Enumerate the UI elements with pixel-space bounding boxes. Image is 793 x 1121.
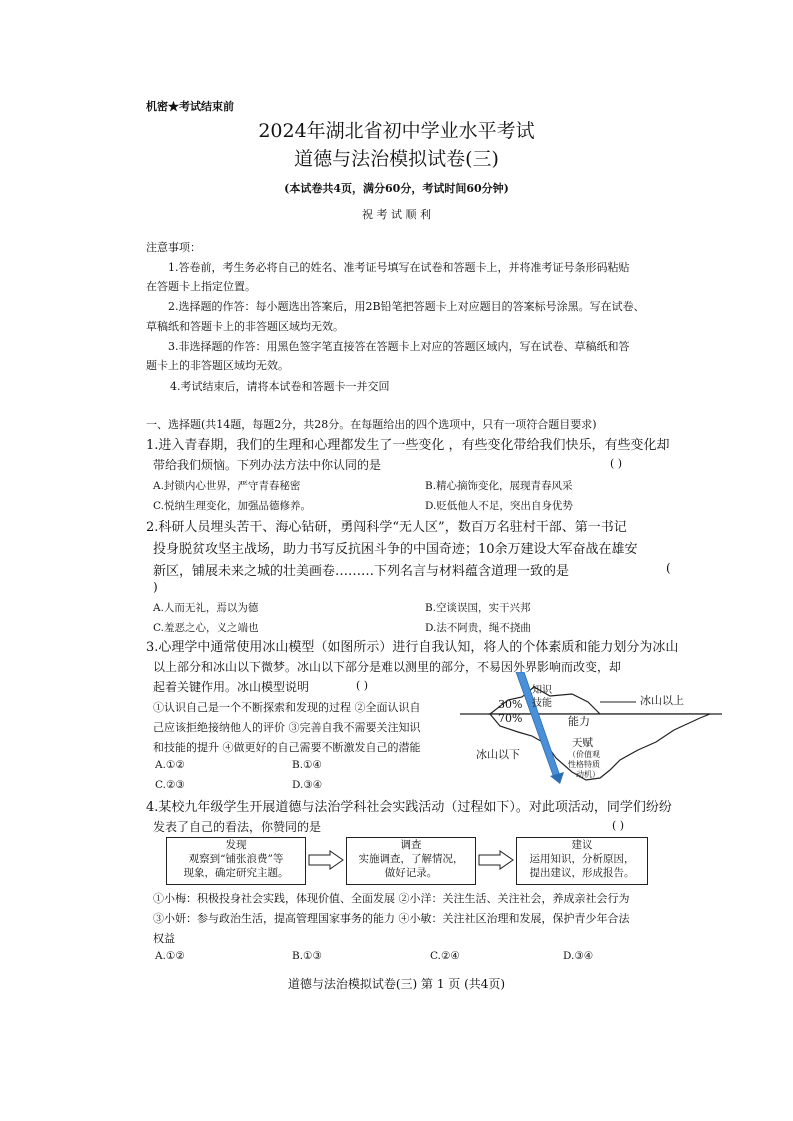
q1-stem-cont: 带给我们烦恼。下列办法方法中你认同的是: [153, 458, 382, 472]
q2-stem-cont-1: 投身脱贫攻坚主战场，助力书写反抗困斗争的中国奇迹；10余万建设大军奋战在雄安: [153, 542, 638, 557]
q3-option-d: D.③④: [292, 779, 323, 791]
label-values-3: 动机）: [576, 770, 600, 779]
iceberg-bottom: [490, 714, 710, 780]
q2-stem-cont-2: 新区，铺展未来之城的壮美画卷………下列名言与材料蕴含道理一致的是: [153, 564, 570, 579]
q1-answer-paren: ( ): [610, 457, 623, 470]
q2-stem: 2.科研人员埋头苦干、海心钻研，勇闯科学“无人区”，数百万名驻村干部、第一书记: [146, 520, 627, 535]
label-knowledge: 知识: [532, 685, 552, 696]
q3-answer-paren: ( ): [356, 679, 369, 692]
q4-option-d: D.③④: [563, 950, 594, 962]
notes-heading: 注意事项：: [146, 241, 201, 254]
note-2-cont: 草稿纸和答题卡上的非答题区域均无效。: [146, 320, 344, 333]
q3-statement-1: ①认识自己是一个不断探索和发现的过程 ②全面认识自: [153, 701, 421, 714]
note-3-cont: 题卡上的非答题区域均无效。: [146, 359, 289, 372]
label-30-percent: 30%: [498, 698, 523, 711]
q4-statement-1: ①小梅：积极投身社会实践，体现价值、全面发展 ②小洋：关注生活、关注社会，养成亲社会行为: [153, 892, 630, 905]
label-70-percent: 70%: [498, 712, 523, 725]
arrow-icon: [308, 850, 344, 870]
label-above: 冰山以上: [640, 694, 684, 707]
arrow-icon: [478, 850, 514, 870]
exam-subject-title: 道德与法治模拟试卷(三): [294, 148, 499, 170]
secret-mark: 机密★考试结束前: [146, 100, 234, 113]
q4-statement-2: ③小妍：参与政治生活，提高管理国家事务的能力 ④小敏：关注社区治理和发展，保护青少年合法: [153, 912, 630, 925]
q1-option-c: C.悦纳生理变化，加强品德修养。: [153, 500, 311, 512]
label-values-2: 性格特质: [568, 760, 600, 769]
process-box-investigate-title: 调查: [400, 839, 422, 851]
section-heading: 一、选择题(共14题，每题2分，共28分。在每题给出的四个选项中，只有一项符合题目要求): [146, 418, 597, 431]
note-1: 1.答卷前，考生务必将自己的姓名、准考证号填写在试卷和答题卡上，并将准考证号条形码粘贴: [168, 261, 630, 274]
q3-option-c: C.②③: [155, 779, 185, 791]
q2-option-b: B.空谈误国，实干兴邦: [425, 602, 531, 614]
q4-option-b: B.①③: [292, 950, 322, 962]
process-box-discover-title: 发现: [225, 839, 247, 851]
process-box-investigate-line1: 实施调查，了解情况，: [358, 853, 464, 865]
note-3: 3.非选择题的作答：用黑色签字笔直接答在答题卡上对应的答题区域内，写在试卷、草稿纸和答: [168, 340, 630, 353]
q4-statement-3: 权益: [153, 932, 175, 945]
process-box-discover-line2: 现象，确定研究主题。: [183, 867, 289, 879]
q1-stem: 1.进入青春期，我们的生理和心理都发生了一些变化 ，有些变化带给我们快乐，有些变化却: [146, 438, 670, 453]
page-footer: 道德与法治模拟试卷(三) 第 1 页 (共4页): [287, 977, 506, 991]
q1-option-d: D.贬低他人不足，突出自身优势: [425, 500, 573, 512]
q4-stem: 4.某校九年级学生开展道德与法治学科社会实践活动（过程如下）。对此项活动，同学们纷纷: [146, 800, 672, 815]
exam-title: 2024年湖北省初中学业水平考试: [258, 120, 535, 142]
q2-option-a: A.人而无礼，焉以为德: [153, 602, 259, 614]
q1-option-b: B.精心摘饰变化，展现青春风采: [425, 480, 573, 492]
q3-statement-3: 和技能的提升 ④做更好的自己需要不断激发自己的潜能: [153, 741, 421, 754]
label-ability: 能力: [568, 715, 590, 728]
process-box-suggest: [516, 837, 648, 885]
q1-option-a: A.封锁内心世界，严守青春秘密: [153, 480, 301, 492]
q3-stem-cont-1: 以上部分和冰山以下微梦。冰山以下部分是难以测里的部分，不易因外界影响而改变，却: [153, 660, 622, 674]
note-1-cont: 在答题卡上指定位置。: [146, 280, 256, 293]
q3-option-a: A.①②: [155, 759, 185, 771]
q3-option-b: B.①④: [292, 759, 322, 771]
q4-answer-paren: ( ): [612, 819, 625, 832]
process-box-investigate-line2: 做好记录。: [384, 867, 438, 879]
label-values-1: （价值观: [568, 750, 600, 759]
q3-stem-cont-2: 起着关键作用。冰山模型说明: [153, 680, 310, 694]
q4-stem-cont: 发表了自己的看法，你赞同的是: [153, 820, 322, 834]
process-box-investigate: [346, 837, 476, 885]
process-box-suggest-line1: 运用知识，分析原因，: [529, 853, 635, 865]
q2-option-d: D.法不阿贵，绳不挠曲: [425, 622, 531, 634]
q2-answer-paren-open: (: [666, 561, 671, 575]
q2-answer-paren-close: ): [153, 580, 158, 594]
q4-option-a: A.①②: [155, 950, 185, 962]
process-box-suggest-line2: 提出建议，形成报告。: [529, 867, 635, 879]
q4-option-c: C.②④: [430, 950, 460, 962]
good-luck: 祝 考 试 顺 利: [362, 208, 431, 221]
label-skill: 技能: [532, 698, 552, 709]
label-talent: 天赋: [572, 737, 593, 749]
process-box-discover: [166, 837, 306, 885]
note-2: 2.选择题的作答：每小题选出答案后，用2B铅笔把答题卡上对应题目的答案标号涂黑。写在试卷、: [168, 300, 645, 313]
exam-info: (本试卷共4页，满分60分，考试时间60分钟): [284, 182, 509, 195]
note-4: 4.考试结束后，请将本试卷和答题卡一并交回: [170, 380, 390, 393]
q3-stem: 3.心理学中通常使用冰山模型（如图所示）进行自我认知，将人的个体素质和能力划分为冰山: [146, 640, 679, 655]
q3-statement-2: 己应该拒绝接纳他人的评价 ③完善自我不需要关注知识: [153, 721, 421, 734]
process-box-suggest-title: 建议: [571, 839, 593, 851]
label-below: 冰山以下: [476, 748, 520, 761]
q2-option-c: C.羞恶之心，义之端也: [153, 622, 259, 634]
process-box-discover-line1: 观察到“铺张浪费”等: [188, 853, 284, 865]
